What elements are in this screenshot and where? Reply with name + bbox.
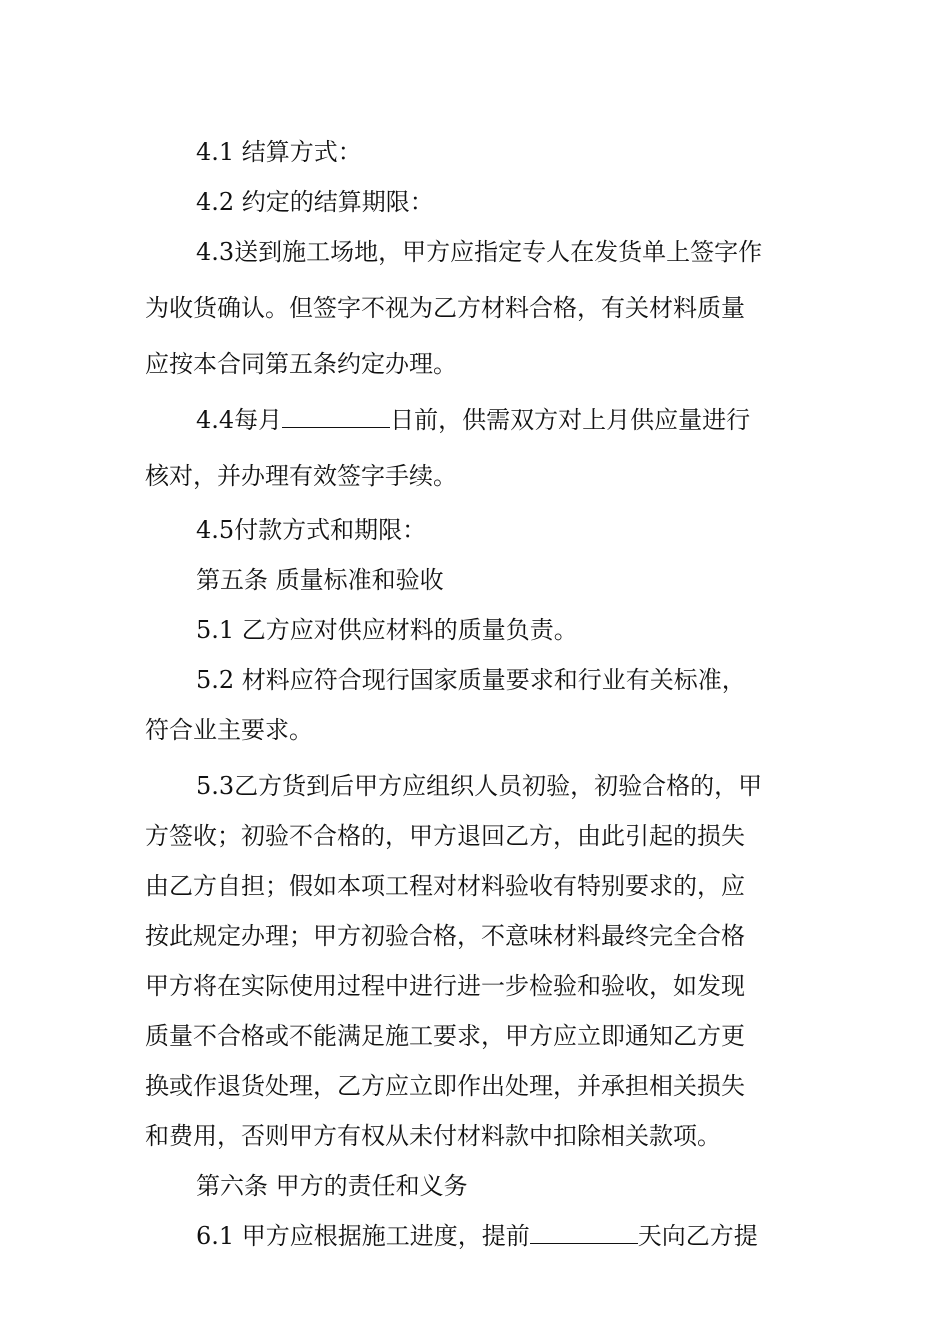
clause-5-3 xyxy=(145,762,810,1160)
clause-5-3-line-1: 5.3乙方货到后甲方应组织人员初验，初验合格的，甲 xyxy=(196,772,763,800)
clause-4-3-line-3: 应按本合同第五条约定办理。 xyxy=(145,350,457,378)
clause-5-3-line-3: 由乙方自担；假如本项工程对材料验收有特别要求的，应 xyxy=(145,872,745,900)
article-6-heading: 第六条 甲方的责任和义务 xyxy=(196,1172,468,1200)
clause-6-1-text-after: 天向乙方提 xyxy=(637,1222,758,1250)
clause-5-3-line-7: 换或作退货处理，乙方应立即作出处理，并承担相关损失 xyxy=(145,1072,745,1100)
clause-6-1-line-1 xyxy=(145,1212,810,1260)
clause-4-2: 4.2 约定的结算期限： xyxy=(196,188,434,216)
clause-5-3-line-6: 质量不合格或不能满足施工要求，甲方应立即通知乙方更 xyxy=(145,1022,745,1050)
clause-4-3-line-2: 为收货确认。但签字不视为乙方材料合格，有关材料质量 xyxy=(145,294,745,322)
clause-4-4-line-2: 核对，并办理有效签字手续。 xyxy=(145,462,457,490)
clause-4-4-text-before: 4.4每月 xyxy=(196,406,283,434)
clause-5-1: 5.1 乙方应对供应材料的质量负责。 xyxy=(196,616,578,644)
clause-4-5: 4.5付款方式和期限： xyxy=(196,516,427,544)
clause-5-3-line-8: 和费用，否则甲方有权从未付材料款中扣除相关款项。 xyxy=(145,1122,721,1150)
fill-blank-day xyxy=(282,401,390,428)
clause-4-1: 4.1 结算方式： xyxy=(196,138,362,166)
document-page xyxy=(145,128,810,1260)
clause-5-2-line-1: 5.2 材料应符合现行国家质量要求和行业有关标准， xyxy=(196,666,746,694)
clause-4-3 xyxy=(145,228,810,388)
clause-5-3-line-2: 方签收；初验不合格的，甲方退回乙方，由此引起的损失 xyxy=(145,822,745,850)
clause-5-3-line-5: 甲方将在实际使用过程中进行进一步检验和验收，如发现 xyxy=(145,972,745,1000)
clause-6-1-text-before: 6.1 甲方应根据施工进度，提前 xyxy=(196,1222,530,1250)
fill-blank-days xyxy=(530,1217,638,1244)
clause-5-3-line-4: 按此规定办理；甲方初验合格，不意味材料最终完全合格 xyxy=(145,922,745,950)
clause-5-2 xyxy=(145,656,810,754)
clause-4-4-text-after: 日前，供需双方对上月供应量进行 xyxy=(390,406,751,434)
clause-4-4-line-1 xyxy=(145,396,810,444)
article-5-heading: 第五条 质量标准和验收 xyxy=(196,566,444,594)
clause-5-2-line-2: 符合业主要求。 xyxy=(145,716,313,744)
clause-4-4 xyxy=(145,396,810,500)
clause-4-3-line-1: 4.3送到施工场地，甲方应指定专人在发货单上签字作 xyxy=(196,238,763,266)
